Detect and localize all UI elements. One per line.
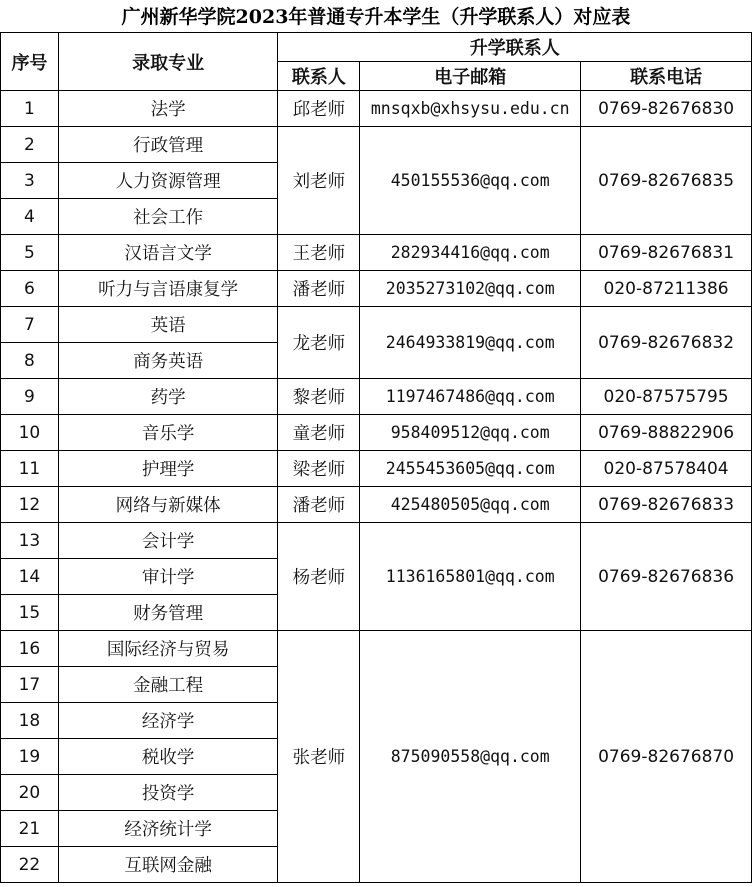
contact-phone: 020-87211386	[581, 271, 752, 307]
row-number: 4	[1, 199, 59, 235]
row-number: 14	[1, 559, 59, 595]
contact-name: 潘老师	[278, 487, 360, 523]
contact-phone: 0769-82676832	[581, 307, 752, 379]
contact-name: 邱老师	[278, 91, 360, 127]
header-email: 电子邮箱	[360, 62, 581, 91]
table-row	[1, 415, 752, 451]
contact-email: mnsqxb@xhsysu.edu.cn	[360, 91, 581, 127]
page-title: 广州新华学院2023年普通专升本学生（升学联系人）对应表	[121, 6, 631, 28]
contact-phone: 0769-82676833	[581, 487, 752, 523]
contact-email: 1197467486@qq.com	[360, 379, 581, 415]
contact-phone: 0769-88822906	[581, 415, 752, 451]
row-number: 1	[1, 91, 59, 127]
row-number: 22	[1, 847, 59, 883]
row-number: 5	[1, 235, 59, 271]
contact-phone: 0769-82676870	[581, 631, 752, 883]
major-name: 审计学	[58, 559, 278, 595]
row-number: 19	[1, 739, 59, 775]
row-number: 16	[1, 631, 59, 667]
contact-name: 童老师	[278, 415, 360, 451]
major-name: 投资学	[58, 775, 278, 811]
contact-name: 潘老师	[278, 271, 360, 307]
major-name: 社会工作	[58, 199, 278, 235]
contact-email: 450155536@qq.com	[360, 127, 581, 235]
row-number: 21	[1, 811, 59, 847]
contact-name: 龙老师	[278, 307, 360, 379]
header-contact-person: 联系人	[278, 62, 360, 91]
contact-email: 2464933819@qq.com	[360, 307, 581, 379]
major-name: 互联网金融	[58, 847, 278, 883]
table-row	[1, 487, 752, 523]
contact-email: 1136165801@qq.com	[360, 523, 581, 631]
major-name: 听力与言语康复学	[58, 271, 278, 307]
row-number: 10	[1, 415, 59, 451]
row-number: 9	[1, 379, 59, 415]
table-row	[1, 127, 752, 163]
table-row	[1, 631, 752, 667]
table-row	[1, 235, 752, 271]
major-name: 行政管理	[58, 127, 278, 163]
contact-phone: 0769-82676836	[581, 523, 752, 631]
contact-phone: 020-87578404	[581, 451, 752, 487]
contact-name: 刘老师	[278, 127, 360, 235]
row-number: 20	[1, 775, 59, 811]
major-name: 商务英语	[58, 343, 278, 379]
row-number: 2	[1, 127, 59, 163]
major-name: 经济学	[58, 703, 278, 739]
major-name: 网络与新媒体	[58, 487, 278, 523]
major-name: 汉语言文学	[58, 235, 278, 271]
header-phone: 联系电话	[581, 62, 752, 91]
row-number: 17	[1, 667, 59, 703]
row-number: 18	[1, 703, 59, 739]
table-row	[1, 271, 752, 307]
header-major: 录取专业	[58, 33, 278, 91]
contact-email: 2035273102@qq.com	[360, 271, 581, 307]
table-row	[1, 451, 752, 487]
major-name: 护理学	[58, 451, 278, 487]
row-number: 13	[1, 523, 59, 559]
contact-name: 张老师	[278, 631, 360, 883]
major-name: 经济统计学	[58, 811, 278, 847]
contact-email: 875090558@qq.com	[360, 631, 581, 883]
contact-name: 杨老师	[278, 523, 360, 631]
row-number: 6	[1, 271, 59, 307]
contact-email: 282934416@qq.com	[360, 235, 581, 271]
contact-phone: 0769-82676831	[581, 235, 752, 271]
table-row	[1, 91, 752, 127]
contact-phone: 0769-82676830	[581, 91, 752, 127]
contact-email: 425480505@qq.com	[360, 487, 581, 523]
header-contact-group: 升学联系人	[278, 33, 752, 62]
row-number: 15	[1, 595, 59, 631]
row-number: 11	[1, 451, 59, 487]
major-name: 税收学	[58, 739, 278, 775]
major-name: 英语	[58, 307, 278, 343]
major-name: 音乐学	[58, 415, 278, 451]
contact-table	[0, 32, 752, 883]
major-name: 法学	[58, 91, 278, 127]
contact-email: 2455453605@qq.com	[360, 451, 581, 487]
major-name: 人力资源管理	[58, 163, 278, 199]
table-body	[1, 91, 752, 883]
contact-phone: 020-87575795	[581, 379, 752, 415]
row-number: 3	[1, 163, 59, 199]
contact-name: 梁老师	[278, 451, 360, 487]
major-name: 金融工程	[58, 667, 278, 703]
major-name: 药学	[58, 379, 278, 415]
major-name: 会计学	[58, 523, 278, 559]
row-number: 7	[1, 307, 59, 343]
row-number: 8	[1, 343, 59, 379]
row-number: 12	[1, 487, 59, 523]
contact-name: 黎老师	[278, 379, 360, 415]
table-row	[1, 307, 752, 343]
contact-email: 958409512@qq.com	[360, 415, 581, 451]
table-row	[1, 523, 752, 559]
major-name: 国际经济与贸易	[58, 631, 278, 667]
header-no: 序号	[1, 33, 59, 91]
contact-phone: 0769-82676835	[581, 127, 752, 235]
contact-name: 王老师	[278, 235, 360, 271]
major-name: 财务管理	[58, 595, 278, 631]
table-row	[1, 379, 752, 415]
